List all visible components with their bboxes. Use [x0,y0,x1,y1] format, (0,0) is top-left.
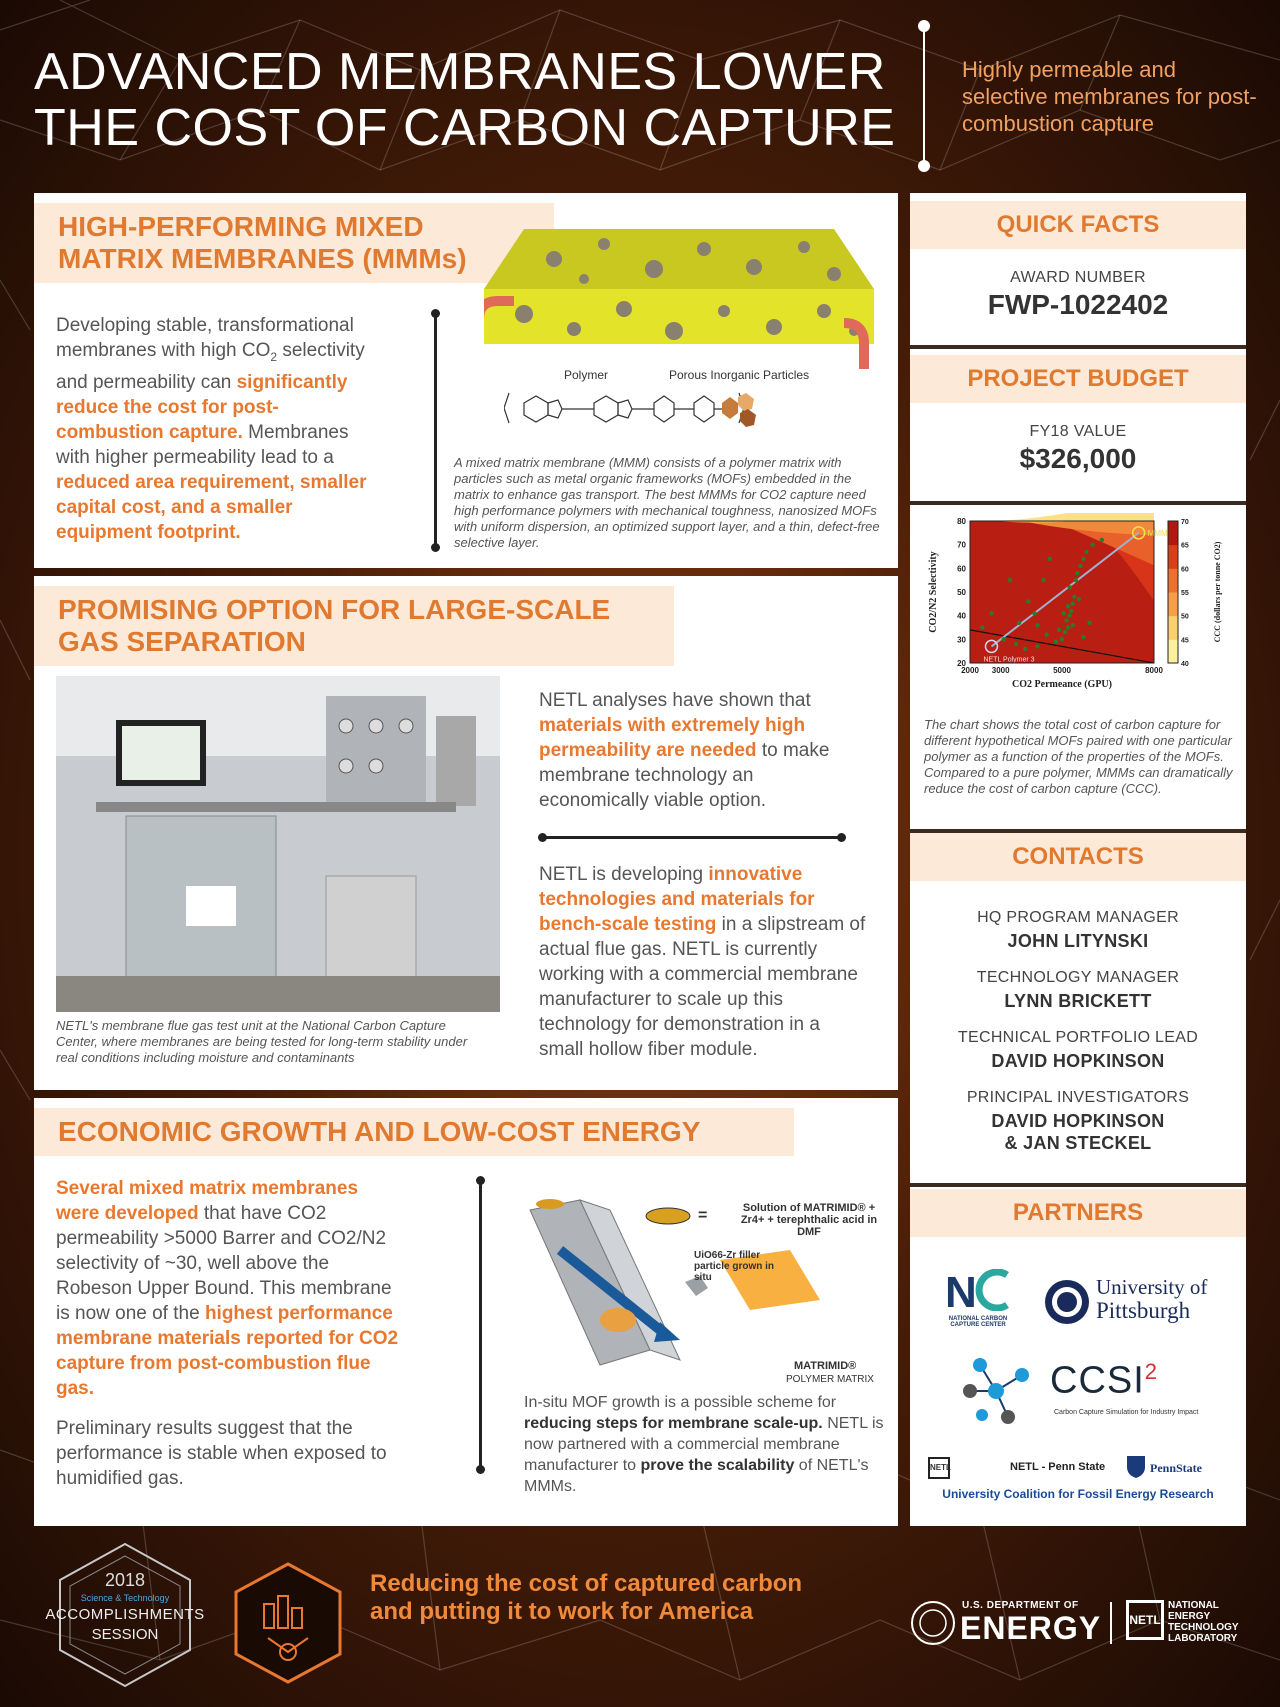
developing-highlight: innovative technologies and materials for bench-scale testing [539,864,815,935]
in-situ-text-c: NETL is now partnered with a commercial membrane manufacturer to [524,1415,884,1474]
scatter-point-20 [1054,640,1058,644]
scatter-point-24 [1017,621,1021,625]
partners-title: PARTNERS [910,1189,1246,1237]
scatter-point-22 [1044,632,1048,636]
footer-tagline: Reducing the cost of captured carbon and putting it to work for America [370,1570,803,1625]
scatter-point-4 [1067,613,1071,617]
penn-state-shield-icon [1126,1455,1146,1479]
economic-text-a: that have CO2 permeability >5000 Barrer and CO2/N2 selectivity of ~30, well above the Robeson Upper Bound. This membrane is now one of the [56,1203,392,1324]
budget-label: FY18 VALUE [1029,423,1127,440]
netl-polymer-label: NETL Polymer 3 [983,656,1035,664]
ccsi-molecule-icon [962,1355,1032,1427]
scatter-point-11 [1078,564,1082,568]
scatter-point-12 [1081,557,1085,561]
award-label: AWARD NUMBER [1010,269,1146,286]
y-tick-5: 70 [957,540,966,550]
mmm-highlight-2: reduced area requirement, smaller capital cost, and a smaller equipment footprint. [56,471,367,543]
in-situ-text-d: of NETL's MMMs. [524,1457,869,1495]
contact-name-4b: & JAN STECKEL [1004,1133,1152,1153]
colorbar-segment-5 [1168,521,1178,545]
contact-name-2: LYNN BRICKETT [1004,991,1152,1011]
y-tick-1: 30 [957,635,966,645]
scatter-point-18 [1071,623,1075,627]
netl-name-3: TECHNOLOGY [1168,1622,1239,1633]
sidebar-separator-2 [910,501,1246,505]
preliminary-paragraph: Preliminary results suggest that the performance is stable when exposed to humidified gas. [56,1418,387,1489]
colorbar-tick-1: 45 [1181,637,1189,645]
section-large-scale [34,576,898,1090]
analyses-paragraph [539,688,859,813]
economic-paragraph [56,1176,406,1401]
scatter-point-37 [1032,611,1036,615]
netl-name-1: NATIONAL [1168,1600,1219,1611]
sidebar-separator-4 [910,1183,1246,1187]
y-tick-3: 50 [957,588,966,597]
scatter-point-23 [1035,623,1039,627]
scatter-point-0 [1060,637,1064,641]
pitt-name [1096,1275,1207,1323]
scatter-point-6 [1071,602,1075,606]
svg-text:=: = [698,1207,708,1224]
quick-facts-title: QUICK FACTS [910,201,1246,249]
scatter-point-26 [1041,578,1045,582]
contact-name-3: DAVID HOPKINSON [991,1051,1165,1071]
contact-role-1: HQ PROGRAM MANAGER [977,909,1179,926]
scatter-point-29 [989,611,993,615]
section-economic-growth [34,1098,898,1526]
netl-penn-state-label: NETL - Penn State [1010,1461,1106,1473]
sidebar [910,193,1246,1526]
scatter-point-9 [1074,578,1078,582]
contact-role-2: TECHNOLOGY MANAGER [976,969,1180,986]
scatter-point-21 [1077,597,1081,601]
badge-year: 2018 [104,1570,146,1590]
analyses-text-b: to make membrane technology an economically viable option. [539,740,830,811]
netl-logo-mark: NETL [1126,1600,1164,1640]
flue-gas-test-unit-photo [56,676,500,1012]
page-subtitle: Highly permeable and selective membranes for post-combustion capture [962,57,1257,136]
contacts-title: CONTACTS [910,833,1246,881]
ccsi-wordmark [1050,1359,1158,1403]
contact-role-3: TECHNICAL PORTFOLIO LEAD [957,1029,1199,1046]
scatter-point-14 [1090,542,1094,546]
penn-state-label: PennState [1150,1461,1202,1475]
badge-st: Science & Technology [80,1593,170,1603]
membrane-illustration [484,219,884,374]
badge-session: SESSION [91,1626,159,1643]
y-tick-0: 20 [957,659,966,668]
developing-paragraph [539,862,869,1062]
developing-text-b: in a slipstream of actual flue gas. NETL is currently working with a commercial membrane manufacturer to scale up this technology for demonstration in a small hollow fiber module. [539,914,866,1060]
budget-value: $326,000 [1019,443,1137,474]
pitt-name-1: University of [1096,1275,1208,1299]
x-tick-3: 8000 [1145,666,1163,675]
award-value: FWP-1022402 [987,289,1169,320]
section-large-scale-title [34,586,674,666]
contact-name-4: DAVID HOPKINSON [991,1111,1165,1131]
doe-seal-icon [910,1600,956,1646]
mmm-label: MMM [1147,528,1168,538]
carbon-capture-icon [232,1560,344,1686]
netl-name [1168,1600,1239,1644]
y-axis-label: CO2/N2 Selectivity [928,551,939,633]
netl-name-2: ENERGY [1168,1611,1211,1622]
netl-name-4: LABORATORY [1168,1633,1238,1644]
x-tick-1: 3000 [991,666,1010,675]
pitt-seal-icon [1044,1279,1090,1325]
scatter-point-3 [1064,618,1068,622]
ncc-name-2: CAPTURE CENTER [950,1322,1006,1328]
section-large-scale-title-1: PROMISING OPTION FOR LARGE-SCALE [58,594,611,625]
analyses-text-a: NETL analyses have shown that [539,690,811,711]
scatter-point-27 [1048,557,1052,561]
section-economic-growth-title: ECONOMIC GROWTH AND LOW-COST ENERGY [34,1108,794,1156]
economic-highlight-2: highest performance membrane materials reported for CO2 capture from post-combustion flue gas. [56,1303,399,1399]
chart-caption: The chart shows the total cost of carbon capture for different hypothetical MOFs paired with one particular polymer as a function of the properties of the MOFs. Compared to a pure polymer, MMMs can dramatically reduce the cost of carbon capture (CCC). [924,717,1233,796]
mmm-text-c: Membranes with higher permeability lead to a [56,421,349,468]
polymer-structure-diagram [504,388,744,428]
scatter-point-32 [1023,647,1027,651]
x-tick-2: 5000 [1053,666,1071,675]
scatter-point-36 [1087,621,1091,625]
contact-name-1: JOHN LITYNSKI [1007,931,1149,951]
scatter-point-31 [1002,637,1006,641]
heatmap-band-4 [976,513,1154,521]
colorbar-tick-6: 70 [1181,519,1189,526]
doe-small-text: U.S. DEPARTMENT OF [962,1600,1079,1611]
label-polymer-matrix: POLYMER MATRIX [786,1374,874,1385]
section-mmm-title-1: HIGH-PERFORMING MIXED [58,211,424,242]
in-situ-bold-2: prove the scalability [640,1457,795,1474]
section-mmm [34,193,898,568]
contact-role-4: PRINCIPAL INVESTIGATORS [966,1089,1190,1106]
mmm-figure-caption: A mixed matrix membrane (MMM) consists of a polymer matrix with particles such as metal organic frameworks (MOFs) embedded in the matrix to enhance gas transport. The best MMMs for CO2 capture need high performance polymers with mechanical toughness, nanosized MOFs with uniform dispersion, an optimized support layer, and a thin, defect-free selective layer. [454,455,880,550]
colorbar-tick-3: 55 [1181,590,1189,597]
scatter-point-2 [1066,625,1070,629]
section-mmm-title [34,203,554,283]
label-polymer: Polymer [564,368,609,382]
section-economic-divider [479,1180,482,1470]
y-tick-2: 40 [957,611,966,621]
doe-energy-text: ENERGY [960,1610,1102,1646]
economic-highlight-1: Several mixed matrix membranes were developed [56,1178,359,1224]
in-situ-text-a: In-situ MOF growth is a possible scheme for [524,1394,837,1411]
ncc-logo-mark [943,1269,1013,1311]
colorbar-segment-3 [1168,568,1178,592]
y-tick-6: 80 [957,517,966,526]
mmm-text-sub: 2 [270,349,278,364]
colorbar-segment-1 [1168,616,1178,640]
ccsi-tagline: Carbon Capture Simulation for Industry Impact [1054,1409,1199,1416]
scatter-point-13 [1084,550,1088,554]
sidebar-separator-1 [910,345,1246,349]
scatter-point-17 [1061,611,1065,615]
ccc-heatmap-chart [924,513,1234,708]
scatter-point-16 [1057,628,1061,632]
scatter-point-28 [1008,578,1012,582]
scatter-point-33 [1035,644,1039,648]
label-matrimid: MATRIMID® [794,1360,857,1372]
badge-accomplishments: ACCOMPLISHMENTS [45,1606,205,1623]
title-line-1: ADVANCED MEMBRANES LOWER [34,43,886,101]
colorbar-tick-4: 60 [1181,566,1189,574]
ccsi-superscript: 2 [1144,1359,1159,1384]
x-axis-label: CO2 Permeance (GPU) [1012,679,1112,690]
header-divider [923,26,925,166]
test-unit-photo-caption: NETL's membrane flue gas test unit at the National Carbon Capture Center, where membranes are being tested for long-term stability under real conditions including moisture and contaminants [56,1018,468,1065]
colorbar-segment-0 [1168,639,1178,663]
analyses-highlight: materials with extremely high permeability are needed [539,715,806,761]
mmm-text-a: Developing stable, transformational membranes with high CO [56,315,354,361]
y-tick-4: 60 [957,564,966,574]
scatter-point-5 [1069,609,1073,613]
x-tick-0: 2000 [961,666,979,675]
svg-text:N: N [945,1269,977,1311]
scatter-point-30 [980,625,984,629]
mof-particles-icon [714,391,764,431]
footer-logo-divider [1110,1602,1112,1644]
colorbar-tick-0: 40 [1181,661,1189,668]
ncc-logo [940,1269,1016,1328]
section-mmm-title-2: MATRIX MEMBRANES (MMMs) [58,243,467,274]
scatter-point-1 [1063,630,1067,634]
developing-text-a: NETL is developing [539,864,709,885]
mmm-highlight-1: significantly reduce the cost for post-combustion capture. [56,371,348,443]
scatter-point-15 [1100,538,1104,542]
scatter-point-19 [1066,604,1070,608]
title-line-2: THE COST OF CARBON CAPTURE [34,99,896,157]
label-uio66: UiO66-Zr filler particle grown in situ [694,1250,775,1283]
ucfer-label: University Coalition for Fossil Energy Research [942,1487,1214,1501]
scatter-point-8 [1067,585,1071,589]
colorbar-tick-5: 65 [1181,542,1189,550]
in-situ-caption [524,1392,884,1497]
colorbar-segment-2 [1168,592,1178,616]
pitt-name-2: Pittsburgh [1096,1298,1191,1323]
netl-logo-small: NETL [928,1457,950,1479]
in-situ-bold-1: reducing steps for membrane scale-up. [524,1415,823,1432]
label-particles: Porous Inorganic Particles [669,368,810,382]
section-mmm-text [56,313,376,545]
ncc-name-1: NATIONAL CARBON [948,1316,1008,1322]
budget-title: PROJECT BUDGET [910,355,1246,403]
ccsi-name: CCSI [1050,1359,1145,1402]
scatter-point-25 [1026,599,1030,603]
scatter-point-35 [1081,635,1085,639]
page-title [34,44,914,156]
colorbar-tick-2: 50 [1181,613,1189,621]
section-large-scale-title-2: GAS SEPARATION [58,626,306,657]
colorbar-label: CCC (dollars per tonne CO2) [1213,541,1222,643]
colorbar-segment-4 [1168,545,1178,569]
label-solution: Solution of MATRIMID® + Zr4+ + terephthalic acid in DMF [740,1202,878,1238]
scatter-point-34 [1014,642,1018,646]
mmm-text-b: selectivity and permeability can [56,340,365,393]
scatter-point-7 [1072,595,1076,599]
section-large-scale-divider [542,836,842,839]
scatter-point-10 [1075,571,1079,575]
section-mmm-divider [434,313,437,548]
